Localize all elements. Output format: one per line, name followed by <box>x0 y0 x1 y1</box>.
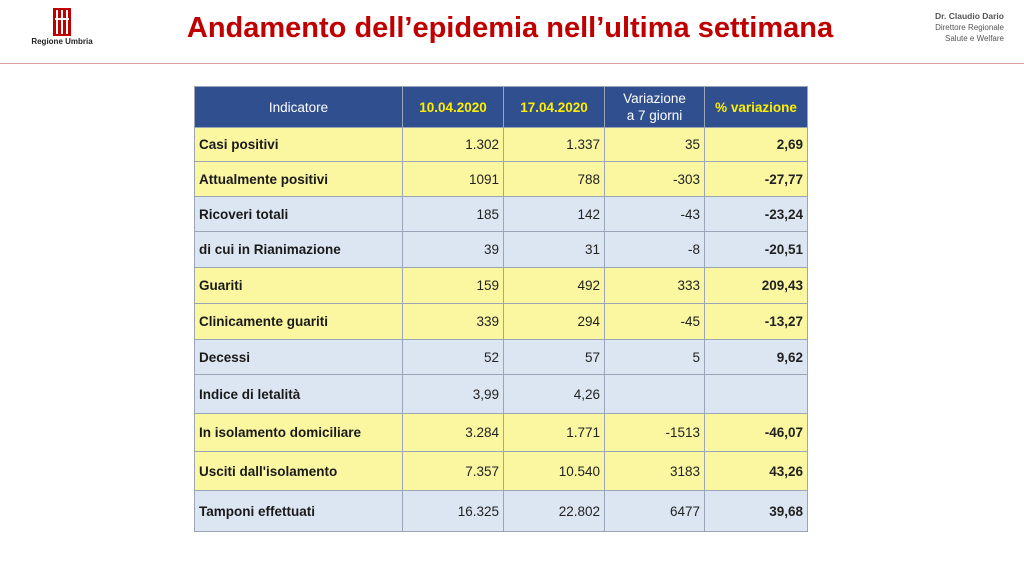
col-variation <box>605 87 705 128</box>
value-date-1: 1091 <box>403 162 504 197</box>
row-label: In isolamento domiciliare <box>195 414 403 452</box>
value-date-1: 1.302 <box>403 128 504 162</box>
value-pct-variation: 2,69 <box>705 128 808 162</box>
value-date-1: 39 <box>403 232 504 268</box>
value-variation: 35 <box>605 128 705 162</box>
row-label: Ricoveri totali <box>195 197 403 232</box>
region-emblem-icon <box>53 8 71 36</box>
value-date-2: 10.540 <box>504 452 605 491</box>
region-logo <box>22 8 102 46</box>
row-label: Clinicamente guariti <box>195 304 403 340</box>
value-pct-variation: 9,62 <box>705 340 808 375</box>
table-row <box>195 414 808 452</box>
table-row <box>195 128 808 162</box>
row-label: Guariti <box>195 268 403 304</box>
value-date-2: 57 <box>504 340 605 375</box>
row-label: Usciti dall'isolamento <box>195 452 403 491</box>
row-label: Indice di letalità <box>195 375 403 414</box>
table-row <box>195 197 808 232</box>
value-date-2: 492 <box>504 268 605 304</box>
author-role-1: Direttore Regionale <box>935 23 1004 32</box>
row-label: Attualmente positivi <box>195 162 403 197</box>
value-variation: -1513 <box>605 414 705 452</box>
value-date-2: 22.802 <box>504 491 605 532</box>
table-row <box>195 452 808 491</box>
value-date-2: 1.337 <box>504 128 605 162</box>
value-variation: -8 <box>605 232 705 268</box>
value-date-2: 294 <box>504 304 605 340</box>
value-variation: -45 <box>605 304 705 340</box>
value-pct-variation: -27,77 <box>705 162 808 197</box>
col-indicator: Indicatore <box>195 87 403 128</box>
value-date-2: 788 <box>504 162 605 197</box>
row-label: Tamponi effettuati <box>195 491 403 532</box>
value-date-2: 142 <box>504 197 605 232</box>
value-pct-variation: 39,68 <box>705 491 808 532</box>
value-pct-variation: 43,26 <box>705 452 808 491</box>
page-title: Andamento dell’epidemia nell’ultima settimana <box>186 12 834 44</box>
table-header-row <box>195 87 808 128</box>
value-pct-variation: -23,24 <box>705 197 808 232</box>
col-variation-line-1: Variazione <box>623 91 686 106</box>
value-date-1: 339 <box>403 304 504 340</box>
author-name: Dr. Claudio Dario <box>935 11 1004 21</box>
value-date-1: 159 <box>403 268 504 304</box>
table-row <box>195 375 808 414</box>
col-date-2: 17.04.2020 <box>504 87 605 128</box>
row-label: Casi positivi <box>195 128 403 162</box>
table-row <box>195 232 808 268</box>
epidemic-table <box>194 86 808 532</box>
value-date-1: 185 <box>403 197 504 232</box>
row-label: di cui in Rianimazione <box>195 232 403 268</box>
value-variation: 333 <box>605 268 705 304</box>
value-variation: 5 <box>605 340 705 375</box>
logo-text: Regione Umbria <box>31 37 93 46</box>
row-label: Decessi <box>195 340 403 375</box>
value-variation <box>605 375 705 414</box>
value-date-2: 4,26 <box>504 375 605 414</box>
value-pct-variation <box>705 375 808 414</box>
value-date-1: 3,99 <box>403 375 504 414</box>
value-pct-variation: -20,51 <box>705 232 808 268</box>
value-pct-variation: 209,43 <box>705 268 808 304</box>
table-row <box>195 162 808 197</box>
col-date-1: 10.04.2020 <box>403 87 504 128</box>
value-date-2: 1.771 <box>504 414 605 452</box>
value-date-1: 7.357 <box>403 452 504 491</box>
value-pct-variation: -46,07 <box>705 414 808 452</box>
value-date-1: 16.325 <box>403 491 504 532</box>
col-pct-variation: % variazione <box>705 87 808 128</box>
value-variation: 6477 <box>605 491 705 532</box>
value-date-1: 3.284 <box>403 414 504 452</box>
value-date-1: 52 <box>403 340 504 375</box>
table-row <box>195 491 808 532</box>
value-variation: -43 <box>605 197 705 232</box>
header-divider <box>0 63 1024 64</box>
table-row <box>195 268 808 304</box>
table-row <box>195 340 808 375</box>
value-variation: -303 <box>605 162 705 197</box>
value-variation: 3183 <box>605 452 705 491</box>
value-pct-variation: -13,27 <box>705 304 808 340</box>
value-date-2: 31 <box>504 232 605 268</box>
col-variation-line-2: a 7 giorni <box>626 108 683 123</box>
author-block <box>935 11 1004 44</box>
author-role-2: Salute e Welfare <box>945 34 1004 43</box>
table-row <box>195 304 808 340</box>
